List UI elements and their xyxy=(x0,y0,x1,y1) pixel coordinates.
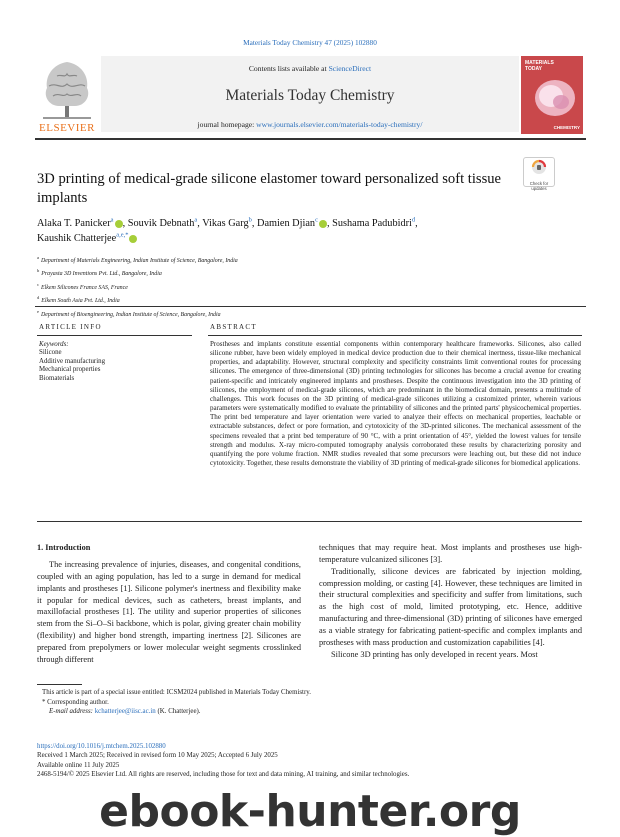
email-note: E-mail address: kchatterjee@iisc.ac.in (K. Chatterjee). xyxy=(49,708,201,715)
header-rule xyxy=(35,306,586,307)
received-dates: Received 1 March 2025; Received in revised form 10 May 2025; Accepted 6 July 2025 xyxy=(37,752,278,760)
author-name[interactable]: Kaushik Chatterjee xyxy=(37,233,117,244)
author-affiliation-marker[interactable]: c xyxy=(315,216,318,224)
affiliation-item xyxy=(37,280,557,293)
affiliation-item xyxy=(37,266,557,279)
author-affiliation-marker[interactable]: a xyxy=(194,216,198,224)
homepage-line: journal homepage: www.journals.elsevier.com/materials-today-chemistry/ xyxy=(197,120,423,129)
body-paragraph: Traditionally, silicone devices are fabricated by injection molding, compression molding, or casting [4]. However, these techniques are limited in their structural complexities and specificity and suffer from limitations, such as the high cost of mold, limited prototyping, etc. Hence, additive manufacturing and three-dimensional (3D) printing of silicones have emerged as a viable strategy for fabricating patient-specific and complex implants and prostheses with mass production and customization capabilities [4]. xyxy=(319,566,582,647)
affiliation-item xyxy=(37,293,557,306)
article-info-heading: ARTICLE INFO xyxy=(39,323,102,331)
keywords-label: Keywords: xyxy=(39,341,69,348)
affiliation-marker: b xyxy=(37,268,40,274)
affiliation-marker: e xyxy=(37,308,39,314)
author-affiliation-marker[interactable]: a,e,* xyxy=(116,231,129,239)
orcid-icon[interactable] xyxy=(115,220,123,228)
body-column-right xyxy=(319,542,582,660)
body-paragraph: Silicone 3D printing has only developed in recent years. Most xyxy=(331,649,538,659)
journal-homepage-link[interactable]: www.journals.elsevier.com/materials-today-chemistry/ xyxy=(256,120,423,129)
email-link[interactable]: kchatterjee@iisc.ac.in xyxy=(94,708,156,715)
abstract-bottom-rule xyxy=(37,521,582,522)
affiliation-list xyxy=(37,253,557,320)
orcid-icon[interactable] xyxy=(129,235,137,243)
available-online: Available online 11 July 2025 xyxy=(37,761,120,769)
keyword-item: Mechanical properties xyxy=(39,366,101,374)
keyword-item: Biomaterials xyxy=(39,374,75,382)
cover-footer: CHEMISTRY xyxy=(553,125,580,130)
copyright-line: 2468-5194/© 2025 Elsevier Ltd. All rights are reserved, including those for text and data mining, AI training, and similar technologies. xyxy=(37,770,410,778)
keyword-item: Additive manufacturing xyxy=(39,357,106,365)
author-affiliation-marker[interactable]: b xyxy=(248,216,252,224)
author-name[interactable]: Alaka T. Panicker xyxy=(37,218,111,229)
affiliation-text: Department of Bioengineering, Indian Institute of Science, Bangalore, India xyxy=(41,311,221,318)
article-info-rule xyxy=(37,335,192,336)
masthead xyxy=(35,56,586,134)
sciencedirect-link[interactable]: ScienceDirect xyxy=(328,64,372,73)
keyword-item: Silicone xyxy=(39,349,62,357)
journal-info-box xyxy=(101,56,519,132)
affiliation-item xyxy=(37,253,557,266)
orcid-icon[interactable] xyxy=(319,220,327,228)
affiliation-text: Department of Materials Engineering, Indian Institute of Science, Bangalore, India xyxy=(41,257,238,264)
special-issue-note: This article is part of a special issue entitled: ICSM2024 published in Materials Today Chemistry. xyxy=(42,689,311,696)
affiliation-text: Elkem Silicones France SAS, France xyxy=(41,284,128,291)
check-updates-label: Check for updates xyxy=(529,181,549,191)
body-column-left xyxy=(37,559,301,666)
author-name[interactable]: Sushama Padubidri xyxy=(332,218,412,229)
journal-reference[interactable]: Materials Today Chemistry 47 (2025) 102880 xyxy=(243,38,377,47)
body-paragraph: The increasing prevalence of injuries, diseases, and congenital conditions, coupled with an aging population, has led to a surge in demand for medical implants and prostheses [1]. Silicone polymer's inertness and flexibility make it popular for medical devices, such as catheters, breast implants, and maxillofacial prostheses [1]. The utility and superior properties of silicones stem from the Si–O–Si backbone, which is polar, giving greater chain mobility (flexibility) and higher bond strength, imparting inertness [2]. Silicones are prepared from prepolymers or lower molecular weight segments crosslinked through different xyxy=(37,560,301,664)
watermark-text: ebook-hunter.org xyxy=(99,786,521,837)
author-affiliation-marker[interactable]: d xyxy=(411,216,416,224)
author-name[interactable]: Vikas Garg xyxy=(202,218,249,229)
abstract-rule xyxy=(208,335,582,336)
section-heading-introduction: 1. Introduction xyxy=(37,543,91,552)
author-list: Alaka T. Panicker$^a$ , Souvik Debnath$^a$, Vikas Garg$^b$, Damien Djian$^c$ , Sushama Padubidri$^d$, Kaushik Chatterjee$^{a,e,*}$ xyxy=(37,216,418,244)
affiliation-text: Prayasta 3D Inventions Pvt. Ltd., Bangalore, India xyxy=(41,271,162,278)
elsevier-logo[interactable] xyxy=(35,56,99,134)
affiliation-marker: c xyxy=(37,281,39,287)
elsevier-tree-icon xyxy=(35,56,99,122)
author-name[interactable]: Damien Djian xyxy=(257,218,316,229)
masthead-rule xyxy=(35,138,586,140)
contents-line: Contents lists available at ScienceDirect xyxy=(248,64,372,73)
author-affiliation-marker[interactable]: a xyxy=(110,216,114,224)
body-paragraph: techniques that may require heat. Most implants and prostheses use high-temperature vulcanized silicones [3]. xyxy=(319,543,582,564)
journal-cover[interactable] xyxy=(521,56,583,134)
cover-art-icon xyxy=(521,56,583,134)
author-name[interactable]: Souvik Debnath xyxy=(127,218,195,229)
cover-title: MATERIALS TODAY xyxy=(525,60,554,72)
affiliation-item xyxy=(37,307,557,320)
check-updates-icon xyxy=(524,158,554,176)
footnote-rule xyxy=(37,684,82,685)
footnotes xyxy=(37,688,577,717)
journal-title: Materials Today Chemistry xyxy=(225,87,395,104)
keywords-block xyxy=(39,341,189,383)
check-for-updates-badge[interactable] xyxy=(523,157,555,191)
publication-info xyxy=(37,742,582,779)
doi-link[interactable]: https://doi.org/10.1016/j.mtchem.2025.102880 xyxy=(37,743,166,750)
abstract-text: Prostheses and implants constitute essential components within contemporary healthcare frameworks. Silicones, also called silicone rubber, have been widely employed in medical device production due to their chemical inertness, tissue-like mechanical properties, and adaptability. However, structural complexity and specificity constraints limit conventional routes for processing silicones. The emergence of three-dimensional (3D) printing technologies for silicones has become a crucial avenue for creating patient-specific and intricately engineered implants and prostheses. Despite the continuous investigation into the 3D printing of silicones, the employment of medical-grade silicones, which are predominant in the biomedical domain, presents a multitude of challenges. This work focuses on the 3D printing of medical-grade silicones utilizing a customized printer, wherein various parameters were systematically modified to evaluate the printability of silicones and the printed parts' physicochemical properties. The print bed temperature and layer orientation were varied to analyze their effects on mechanical properties, leachable or extractable substances, defect or pore formation, and cytotoxicity of the 3D-printed silicones. The mechanical assessment of the specimens revealed that a print bed temperature of 90 °C, with a print orientation of 45°, yielded the lowest values for tensile strength and modulus. X-ray micro-computed tomography analysis corroborated these results by characterizing porosity and quantifying the pore volume fraction. NMR studies revealed that some precursors were leaching out, but these did not induce cytotoxicity. Together, these results demonstrate the viability of 3D printing of medical-grade silicones for biomedical applications. xyxy=(210,340,581,468)
corresponding-author-note: * Corresponding author. xyxy=(42,698,109,706)
elsevier-wordmark: ELSEVIER xyxy=(39,122,95,134)
abstract-heading: ABSTRACT xyxy=(210,323,257,331)
affiliation-marker: d xyxy=(37,295,40,301)
affiliation-text: Elkem South Asia Pvt. Ltd., India xyxy=(41,298,120,305)
affiliation-marker: a xyxy=(37,255,39,260)
paper-title: 3D printing of medical-grade silicone elastomer toward personalized soft tissue implants xyxy=(37,171,502,206)
